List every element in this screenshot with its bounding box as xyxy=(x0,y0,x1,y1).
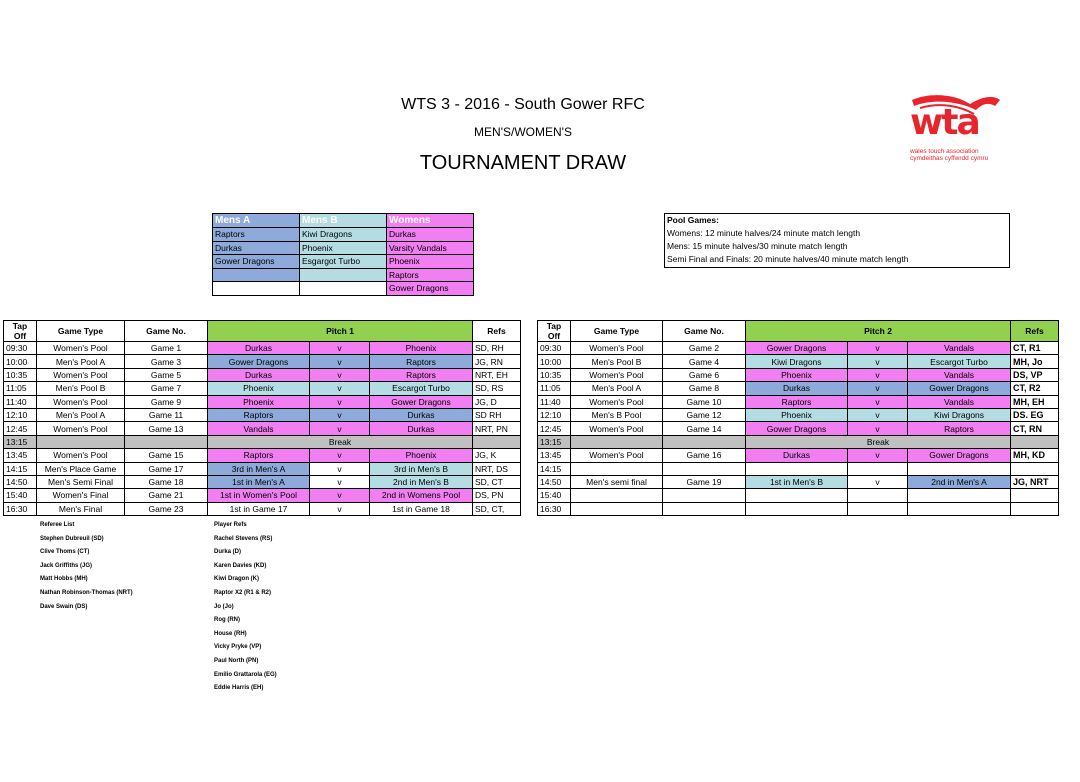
game-type: Men's semi final xyxy=(571,475,663,488)
game-number: Game 18 xyxy=(125,475,208,488)
player-ref-item: Rog (RN) xyxy=(214,617,240,624)
tap-off-time: 11:05 xyxy=(538,382,571,395)
tap-off-time: 09:30 xyxy=(4,342,37,355)
tap-off-time: 16:30 xyxy=(538,502,571,515)
versus: v xyxy=(310,355,370,368)
pool-row xyxy=(213,268,474,282)
home-team: 1st in Game 17 xyxy=(208,502,310,515)
player-ref-item: Vicky Pryke (VP) xyxy=(214,644,262,651)
schedule-row xyxy=(538,435,1059,448)
away-team: 3rd in Men's B xyxy=(370,462,473,475)
pool-cell: Raptors xyxy=(387,268,474,282)
logo-wordmark: wta xyxy=(910,102,979,143)
logo-line-1: wales touch association xyxy=(910,148,979,155)
document-heading: TOURNAMENT DRAW xyxy=(419,152,627,174)
referee-list-title: Referee List xyxy=(40,522,75,528)
refs: SD, RH xyxy=(473,342,521,355)
home-team xyxy=(746,502,848,515)
pools-table xyxy=(212,213,474,296)
pool-cell xyxy=(213,268,300,282)
away-team: Gower Dragons xyxy=(370,395,473,408)
tap-off-time: 12:45 xyxy=(538,422,571,435)
refs: SD RH xyxy=(473,408,521,421)
refs: NRT, EH xyxy=(473,368,521,381)
player-ref-item: Durka (D) xyxy=(214,549,242,556)
pitch1-schedule xyxy=(3,320,521,516)
refs: DS, VP xyxy=(1011,368,1059,381)
game-number: Game 4 xyxy=(663,355,746,368)
game-number: Game 12 xyxy=(663,408,746,421)
away-team: Phoenix xyxy=(370,449,473,462)
tap-off-time: 09:30 xyxy=(538,342,571,355)
home-team: Phoenix xyxy=(208,395,310,408)
home-team: Gower Dragons xyxy=(746,422,848,435)
pool-row xyxy=(213,282,474,296)
away-team: Raptors xyxy=(370,355,473,368)
game-number: Game 8 xyxy=(663,382,746,395)
game-number: Game 5 xyxy=(125,368,208,381)
game-type: Men's Place Game xyxy=(37,462,125,475)
refs: DS. EG xyxy=(1011,408,1059,421)
refs: CT, R1 xyxy=(1011,342,1059,355)
player-ref-item: Rachel Stevens (RS) xyxy=(214,535,273,542)
versus: v xyxy=(848,368,908,381)
away-team: Durkas xyxy=(370,408,473,421)
versus: v xyxy=(848,422,908,435)
game-number: Game 7 xyxy=(125,382,208,395)
versus: v xyxy=(310,342,370,355)
home-team: Durkas xyxy=(208,342,310,355)
schedule-row xyxy=(4,422,521,435)
game-no-header: Game No. xyxy=(663,321,746,342)
refs: DS, PN xyxy=(473,489,521,502)
versus: v xyxy=(310,502,370,515)
pool-cell xyxy=(213,282,300,296)
versus: v xyxy=(310,462,370,475)
refs: CT, R2 xyxy=(1011,382,1059,395)
schedule-row xyxy=(538,502,1059,515)
refs: JG, NRT xyxy=(1011,475,1059,488)
refs: SD, CT, xyxy=(473,502,521,515)
schedule-row xyxy=(4,382,521,395)
game-number: Game 10 xyxy=(663,395,746,408)
game-type: Men's Pool A xyxy=(571,382,663,395)
home-team: Raptors xyxy=(746,395,848,408)
home-team: 1st in Men's B xyxy=(746,475,848,488)
refs: CT, RN xyxy=(1011,422,1059,435)
game-number: Game 17 xyxy=(125,462,208,475)
versus: v xyxy=(310,395,370,408)
away-team: Vandals xyxy=(908,395,1011,408)
player-refs-title: Player Refs xyxy=(214,522,247,528)
game-number: Game 1 xyxy=(125,342,208,355)
pool-cell: Durkas xyxy=(387,228,474,242)
game-type xyxy=(571,489,663,502)
game-number: Game 19 xyxy=(663,475,746,488)
player-ref-item: Eddie Harris (EH) xyxy=(214,685,264,692)
home-team: Raptors xyxy=(208,408,310,421)
game-type: Women's Pool xyxy=(571,368,663,381)
game-type-header: Game Type xyxy=(571,321,663,342)
schedule-row xyxy=(538,342,1059,355)
player-ref-item: House (RH) xyxy=(214,630,247,637)
pool-cell: Raptors xyxy=(213,228,300,242)
versus: v xyxy=(848,395,908,408)
game-number: Game 13 xyxy=(125,422,208,435)
refs: JG, K xyxy=(473,449,521,462)
home-team xyxy=(746,489,848,502)
home-team: Kiwi Dragons xyxy=(746,355,848,368)
tap-off-time: 14:15 xyxy=(538,462,571,475)
game-number: Game 23 xyxy=(125,502,208,515)
tap-off-time: 12:45 xyxy=(4,422,37,435)
game-no-header: Game No. xyxy=(125,321,208,342)
home-team: Gower Dragons xyxy=(208,355,310,368)
game-type: Women's Pool xyxy=(37,368,125,381)
game-type: Women's Pool xyxy=(571,395,663,408)
pool-games-notes xyxy=(664,213,1010,268)
tap-off-time: 15:40 xyxy=(538,489,571,502)
refs: JG, RN xyxy=(473,355,521,368)
game-type: Women's Pool xyxy=(37,342,125,355)
home-team: Durkas xyxy=(208,368,310,381)
player-ref-item: Jo (Jo) xyxy=(214,603,234,610)
away-team: 2nd in Men's B xyxy=(370,475,473,488)
tap-off-time: 11:40 xyxy=(538,395,571,408)
game-number: Game 15 xyxy=(125,449,208,462)
refs xyxy=(473,435,521,448)
game-type: Women's Pool xyxy=(571,422,663,435)
player-ref-item: Emilio Grattarola (EG) xyxy=(214,671,277,678)
home-team: Phoenix xyxy=(746,408,848,421)
game-number: Game 21 xyxy=(125,489,208,502)
versus xyxy=(848,502,908,515)
away-team: Gower Dragons xyxy=(908,382,1011,395)
game-type: Women's Pool xyxy=(37,449,125,462)
home-team: Durkas xyxy=(746,382,848,395)
away-team: Escargot Turbo xyxy=(370,382,473,395)
home-team: Durkas xyxy=(746,449,848,462)
away-team: Gower Dragons xyxy=(908,449,1011,462)
pool-games-title: Pool Games: xyxy=(667,215,719,225)
player-ref-item: Paul North (PN) xyxy=(214,657,259,664)
schedule-row xyxy=(538,422,1059,435)
pool-cell: Esgargot Turbo xyxy=(300,255,387,269)
pool-cell xyxy=(300,282,387,296)
versus: v xyxy=(310,422,370,435)
game-number: Game 6 xyxy=(663,368,746,381)
pool-cell: Gower Dragons xyxy=(213,255,300,269)
pool-cell: Gower Dragons xyxy=(387,282,474,296)
home-team: Gower Dragons xyxy=(746,342,848,355)
versus xyxy=(848,462,908,475)
schedule-row xyxy=(538,395,1059,408)
logo-line-2: cymdeithas cyffwrdd cymru xyxy=(910,155,989,162)
schedule-row xyxy=(4,342,521,355)
game-number: Game 2 xyxy=(663,342,746,355)
tap-off-time: 13:45 xyxy=(538,449,571,462)
game-number xyxy=(663,435,746,448)
away-team: Raptors xyxy=(370,368,473,381)
home-team: 1st in Men's A xyxy=(208,475,310,488)
game-type xyxy=(571,502,663,515)
versus: v xyxy=(848,408,908,421)
tap-off-time: 15:40 xyxy=(4,489,37,502)
game-number xyxy=(663,502,746,515)
schedule-row xyxy=(4,395,521,408)
game-number xyxy=(663,462,746,475)
pitch1-header: Pitch 1 xyxy=(208,321,473,342)
refs xyxy=(1011,502,1059,515)
home-team: Phoenix xyxy=(746,368,848,381)
game-number xyxy=(663,489,746,502)
away-team: Vandals xyxy=(908,342,1011,355)
pool-row xyxy=(213,228,474,242)
player-refs-list xyxy=(214,522,277,692)
schedule-row xyxy=(538,449,1059,462)
referee-item: Clive Thoms (CT) xyxy=(40,549,90,556)
refs: MH, EH xyxy=(1011,395,1059,408)
versus: v xyxy=(310,408,370,421)
refs: JG, D xyxy=(473,395,521,408)
game-number: Game 9 xyxy=(125,395,208,408)
schedule-row xyxy=(538,408,1059,421)
pool-games-line: Mens: 15 minute halves/30 minute match length xyxy=(667,241,848,251)
wta-logo xyxy=(900,92,1010,168)
referee-item: Stephen Dubreuil (SD) xyxy=(40,535,104,542)
tap-off-time: 10:00 xyxy=(538,355,571,368)
schedule-row xyxy=(4,462,521,475)
tap-off-time: 14:15 xyxy=(4,462,37,475)
tap-off-time: 10:35 xyxy=(538,368,571,381)
game-type-header: Game Type xyxy=(37,321,125,342)
game-type: Women's Pool xyxy=(571,449,663,462)
versus: v xyxy=(848,382,908,395)
game-type: Men's Semi Final xyxy=(37,475,125,488)
pool-cell: Durkas xyxy=(213,241,300,255)
home-team: Raptors xyxy=(208,449,310,462)
game-type: Men's B Pool xyxy=(571,408,663,421)
refs xyxy=(1011,435,1059,448)
refs xyxy=(1011,489,1059,502)
versus: v xyxy=(848,449,908,462)
away-team xyxy=(908,462,1011,475)
versus: v xyxy=(848,355,908,368)
versus: v xyxy=(310,368,370,381)
player-ref-item: Raptor X2 (R1 & R2) xyxy=(214,589,272,596)
tap-off-time: 14:50 xyxy=(538,475,571,488)
game-type: Women's Pool xyxy=(37,422,125,435)
versus: v xyxy=(848,475,908,488)
tap-off-time: 14:50 xyxy=(4,475,37,488)
home-team: 1st in Women's Pool xyxy=(208,489,310,502)
tap-off-header: Tap Off xyxy=(4,321,37,342)
tap-off-time: 11:05 xyxy=(4,382,37,395)
pool-cell: Phoenix xyxy=(387,255,474,269)
document-subtitle: MEN'S/WOMEN'S xyxy=(474,125,572,139)
versus: v xyxy=(310,449,370,462)
pool-row xyxy=(213,255,474,269)
schedule-row xyxy=(538,355,1059,368)
away-team: Vandals xyxy=(908,368,1011,381)
tap-off-time: 13:45 xyxy=(4,449,37,462)
refs: NRT, DS xyxy=(473,462,521,475)
game-number: Game 14 xyxy=(663,422,746,435)
schedule-row xyxy=(4,368,521,381)
away-team: 2nd in Men's A xyxy=(908,475,1011,488)
pool-header-mens-b: Mens B xyxy=(300,214,387,228)
tap-off-time: 12:10 xyxy=(4,408,37,421)
game-type: Women's Final xyxy=(37,489,125,502)
home-team: Vandals xyxy=(208,422,310,435)
game-number: Game 16 xyxy=(663,449,746,462)
schedule-row xyxy=(4,449,521,462)
refs: SD, RS xyxy=(473,382,521,395)
pool-cell: Kiwi Dragons xyxy=(300,228,387,242)
game-number: Game 11 xyxy=(125,408,208,421)
away-team xyxy=(908,489,1011,502)
pool-games-line: Womens: 12 minute halves/24 minute match length xyxy=(667,228,861,238)
refs: SD, CT xyxy=(473,475,521,488)
schedule-row xyxy=(538,489,1059,502)
refs-header: Refs xyxy=(473,321,521,342)
game-type xyxy=(37,435,125,448)
game-type: Men's Pool B xyxy=(37,382,125,395)
player-ref-item: Kiwi Dragon (K) xyxy=(214,576,259,583)
schedule-row xyxy=(538,475,1059,488)
referee-item: Jack Griffiths (JG) xyxy=(40,562,93,569)
versus xyxy=(848,489,908,502)
schedule-row xyxy=(4,475,521,488)
game-type: Men's Pool B xyxy=(571,355,663,368)
versus: v xyxy=(848,342,908,355)
game-number: Game 3 xyxy=(125,355,208,368)
refs: NRT, PN xyxy=(473,422,521,435)
schedule-row xyxy=(538,462,1059,475)
pitch2-header: Pitch 2 xyxy=(746,321,1011,342)
game-type: Men's Pool A xyxy=(37,408,125,421)
tap-off-time: 16:30 xyxy=(4,502,37,515)
game-type: Men's Final xyxy=(37,502,125,515)
schedule-row xyxy=(4,435,521,448)
pitch2-schedule xyxy=(537,320,1059,516)
pool-cell: Phoenix xyxy=(300,241,387,255)
away-team: Escargot Turbo xyxy=(908,355,1011,368)
tap-off-header: Tap Off xyxy=(538,321,571,342)
player-ref-item: Karen Davies (KD) xyxy=(214,562,267,569)
versus: v xyxy=(310,475,370,488)
game-type: Women's Pool xyxy=(37,395,125,408)
referee-item: Nathan Robinson-Thomas (NRT) xyxy=(40,589,133,596)
home-team: Phoenix xyxy=(208,382,310,395)
pool-header-womens: Womens xyxy=(387,214,474,228)
refs xyxy=(1011,462,1059,475)
away-team: Raptors xyxy=(908,422,1011,435)
game-number xyxy=(125,435,208,448)
away-team: Durkas xyxy=(370,422,473,435)
schedule-row xyxy=(4,489,521,502)
document-title: WTS 3 - 2016 - South Gower RFC xyxy=(401,96,645,113)
tap-off-time: 12:10 xyxy=(538,408,571,421)
home-team xyxy=(746,462,848,475)
away-team: 2nd in Womens Pool xyxy=(370,489,473,502)
pool-cell xyxy=(300,268,387,282)
versus: v xyxy=(310,382,370,395)
refs-header: Refs xyxy=(1011,321,1059,342)
pool-games-line: Semi Final and Finals: 20 minute halves/40 minute match length xyxy=(667,254,909,264)
pool-cell: Varsity Vandals xyxy=(387,241,474,255)
tap-off-time: 11:40 xyxy=(4,395,37,408)
home-team: 3rd in Men's A xyxy=(208,462,310,475)
tap-off-time: 10:00 xyxy=(4,355,37,368)
referee-item: Matt Hobbs (MH) xyxy=(40,576,88,583)
referee-item: Dave Swain (DS) xyxy=(40,603,88,610)
break-label: Break xyxy=(746,435,1011,448)
schedule-row xyxy=(4,408,521,421)
away-team xyxy=(908,502,1011,515)
game-type: Women's Pool xyxy=(571,342,663,355)
pool-row xyxy=(213,241,474,255)
referee-list xyxy=(40,522,133,610)
game-type xyxy=(571,462,663,475)
tap-off-time: 13:15 xyxy=(538,435,571,448)
refs: MH, KD xyxy=(1011,449,1059,462)
away-team: 1st in Game 18 xyxy=(370,502,473,515)
refs: MH, Jo xyxy=(1011,355,1059,368)
schedule-row xyxy=(538,368,1059,381)
versus: v xyxy=(310,489,370,502)
break-label: Break xyxy=(208,435,473,448)
tap-off-time: 13:15 xyxy=(4,435,37,448)
game-type xyxy=(571,435,663,448)
schedule-row xyxy=(4,502,521,515)
game-type: Men's Pool A xyxy=(37,355,125,368)
schedule-row xyxy=(4,355,521,368)
tap-off-time: 10:35 xyxy=(4,368,37,381)
away-team: Kiwi Dragons xyxy=(908,408,1011,421)
schedule-row xyxy=(538,382,1059,395)
away-team: Phoenix xyxy=(370,342,473,355)
pool-header-mens-a: Mens A xyxy=(213,214,300,228)
